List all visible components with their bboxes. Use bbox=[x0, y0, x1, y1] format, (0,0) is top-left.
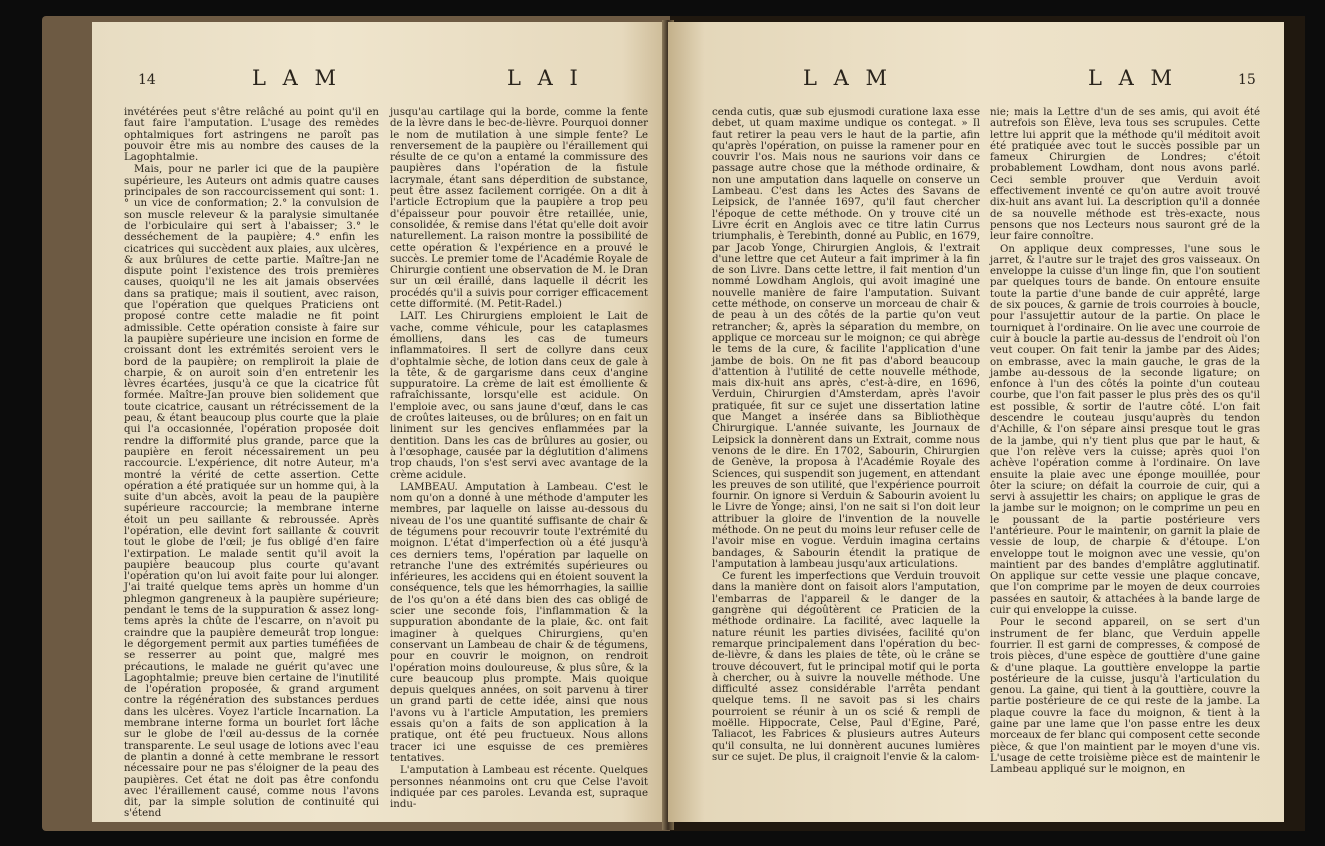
paragraph: LAIT. Les Chirurgiens emploient le Lait de vache, comme véhicule, pour les cataplasmes émolliens, dans les cas de tumeurs inflammatoires. Il sert de collyre dans ceux d'ophtalmie sèche, de lotion dans ceux de gale à la tête, & de gargarisme dans ceux d'angine suppuratoire. La crème de lait est émolliente & rafraîchissante, lorsqu'elle est acidule. On l'emploie avec, ou sans jaune d'œuf, dans le cas de croûtes laiteuses, ou de brûlures; on en fait un liniment sur les gencives enflammées par la dentition. Dans les cas de brûlures au gosier, ou à l'œsophage, causée par la déglutition d'alimens trop chauds, l'on s'est servi avec avantage de la crème acidule. bbox=[390, 311, 648, 481]
paragraph: invétérées peut s'être relâché au point qu'il en faut faire l'amputation. L'usage des remèdes ophtalmiques fort astringens ne paroît pas pouvoir être mis au nombre des causes de la Lagophtalmie. bbox=[124, 107, 379, 164]
running-head: L A M bbox=[1088, 66, 1177, 90]
paragraph: On applique deux compresses, l'une sous le jarret, & l'autre sur le trajet des gros vaisseaux. On enveloppe la cuisse d'un linge fin, que l'on soutient par quelques tours de bande. On entoure ensuite toute la partie d'une bande de cuir apprêté, large de six pouces, & garnie de trois courroies à boucle, pour l'assujettir autour de la partie. On place le tourniquet à l'ordinaire. On lie avec une courroie de cuir à boucle la partie au-dessus de l'endroit où l'on veut couper. On fait tenir la jambe par des Aides; on embrasse, avec la main gauche, le gras de la jambe au-dessous de la seconde ligature; on enfonce à l'un des côtés la pointe d'un couteau courbe, que l'on fait passer le plus près des os qu'il est possible, & sortir de l'autre côté. L'on fait descendre le couteau jusqu'auprès du tendon d'Achille, & l'on sépare ainsi presque tout le gras de la jambe, qui n'y tient plus que par le haut, & que l'on relève vers la cuisse; après quoi l'on achève l'opération comme à l'ordinaire. On lave ensuite la plaie avec une éponge mouillée, pour ôter la sciure; on défait la courroie de cuir, qui a servi à assujettir les chairs; on applique le gras de la jambe sur le moignon; on le comprime un peu en le poussant de la partie postérieure vers l'antérieure. Pour le maintenir, on garnit la plaie de vessie de loup, de charpie & d'étoupe. L'on enveloppe tout le moignon avec une vessie, qu'on maintient par des bandes d'emplâtre agglutinatif. On applique sur cette vessie une plaque concave, que l'on comprime par le moyen de deux courroies passées en sautoir, & attachées à la bande large de cuir qui enveloppe la cuisse. bbox=[990, 243, 1260, 617]
paragraph: Mais, pour ne parler ici que de la paupière supérieure, les Auteurs ont admis quatre causes principales de son raccourcissement qui sont: 1.° un vice de conformation; 2.° la convulsion de son muscle releveur & la paralysie simultanée de l'orbiculaire qui sert à l'abaisser; 3.° le desséchement de la paupière; 4.° enfin les cicatrices qui succèdent aux plaies, aux ulcères, & aux brûlures de cette partie. Maître-Jan ne dispute point l'existence des trois premières causes, quoiqu'il ne les ait jamais observées dans sa pratique; mais il soutient, avec raison, que l'opération que quelques Praticiens ont proposé contre cette maladie ne fit point admissible. Cette opération consiste à faire sur la paupière supérieure une incision en forme de croissant dont les extrémités seroient vers le bord de la paupière; on rempliroit la plaie de charpie, & on auroit soin d'en entretenir les lèvres écartées, jusqu'à ce que la cicatrice fût formée. Maître-Jan prouve bien solidement que toute cicatrice, causant un rétrécissement de la peau, & étant beaucoup plus courte que la plaie qui l'a occasionnée, l'opération proposée doit rendre la difformité plus grande, parce que la paupière en feroit nécessairement un peu raccourcie. L'expérience, dit notre Auteur, m'a montré la vérité de cette assertion. Cette opération a été pratiquée sur un homme qui, à la suite d'un abcès, avoit la peau de la paupière supérieure raccourcie; la membrane interne étoit un peu saillante & rebroussée. Après l'opération, elle devint fort saillante & couvrit tout le globe de l'œil; je fus obligé d'en faire l'extirpation. Le malade sentit qu'il avoit la paupière beaucoup plus courte qu'avant l'opération qu'on lui avoit faite pour lui alonger. J'ai traité quelque tems après un homme d'un phlegmon gangreneux à la paupière supérieure; pendant le tems de la suppuration & assez long-tems après la chûte de l'escarre, on n'avoit pu craindre que la paupière demeurât trop longue: le dégorgement permit aux parties tuméfiées de se resserrer au point que, malgré mes précautions, le malade ne guérit qu'avec une Lagophtalmie; preuve bien certaine de l'inutilité de l'opération proposée, & grand argument contre la régénération des substances perdues dans les ulcères. Voyez l'article Incarnation. La membrane interne forma un bourlet fort lâche sur le globe de l'œil au-dessus de la cornée transparente. Le seul usage de lotions avec l'eau de plantin a donné à cette membrane le ressort nécessaire pour ne pas s'éloigner de la peau des paupières. Cet état ne doit pas être confondu avec l'éraillement causé, comme nous l'avons dit, par la simple solution de continuité qui s'étend bbox=[124, 164, 379, 820]
page-number: 15 bbox=[1238, 72, 1256, 88]
running-head: L A M bbox=[252, 66, 341, 90]
running-head: L A M bbox=[803, 66, 892, 90]
paragraph: LAMBEAU. Amputation à Lambeau. C'est le nom qu'on a donné à une méthode d'amputer les membres, par laquelle on laisse au-dessous du niveau de l'os une quantité suffisante de chair & de tégumens pour recouvrir toute l'extrémité du moignon. L'état d'imperfection où a été jusqu'à ces derniers tems, l'opération par laquelle on retranche l'une des extrémités supérieures ou inférieures, les accidens qui en étoient souvent la conséquence, tels que les hémorrhagies, la saillie de l'os qu'on a été dans bien des cas obligé de scier une seconde fois, l'inflammation & la suppuration abondante de la plaie, &c. ont fait imaginer à quelques Chirurgiens, qu'en conservant un Lambeau de chair & de tégumens, pour en couvrir le moignon, on rendroit l'opération moins douloureuse, & plus sûre, & la cure beaucoup plus prompte. Mais quoique depuis quelques années, on soit parvenu à tirer un grand parti de cette idée, ainsi que nous l'avons vu à l'article Amputation, les premiers essais qu'on a faits de son application à la pratique, ont été peu fructueux. Nous allons tracer ici une esquisse de ces premières tentatives. bbox=[390, 481, 648, 764]
right-page bbox=[668, 22, 1284, 822]
running-head: L A I bbox=[507, 66, 583, 90]
left-page bbox=[92, 22, 668, 822]
text-column-2 bbox=[990, 107, 1260, 807]
page-number: 14 bbox=[138, 72, 156, 88]
text-column-2 bbox=[390, 107, 648, 811]
text-column-1 bbox=[712, 107, 980, 807]
paragraph: Pour le second appareil, on se sert d'un instrument de fer blanc, que Verduin appelle fourrier. Il est garni de compresses, & composé de trois pièces, d'une espèce de gouttière d'une gaine & d'une plaque. La gouttière enveloppe la partie postérieure de la cuisse, jusqu'à l'articulation du genou. La gaine, qui tient à la gouttière, couvre la partie postérieure de ce qui reste de la jambe. La plaque couvre la face du moignon, & tient à la gaine par une lame que l'on passe entre les deux morceaux de fer blanc qui composent cette seconde pièce, & que l'on maintient par le moyen d'une vis. L'usage de cette troisième pièce est de maintenir le Lambeau appliqué sur le moignon, en bbox=[990, 617, 1260, 776]
paragraph: jusqu'au cartilage qui la borde, comme la fente de la lèvre dans le bec-de-lièvre. Pourquoi donner le nom de mutilation à une simple fente? Le renversement de la paupière ou l'éraillement qui résulte de ce qu'on a entamé la commissure des paupières dans l'opération de la fistule lacrymale, étant sans déperdition de substance, peut être assez facilement corrigée. On a dit à l'article Ectropium que la paupière a trop peu d'épaisseur pour pouvoir être retaillée, unie, consolidée, & remise dans l'état qu'elle doit avoir naturellement. La raison montre la possibilité de cette opération & l'expérience en a prouvé le succès. Le premier tome de l'Académie Royale de Chirurgie contient une observation de M. le Dran sur un œil éraillé, dans laquelle il décrit les procédés qu'il a suivis pour corriger efficacement cette difformité. (M. Petit-Radel.) bbox=[390, 107, 648, 311]
paragraph: cenda cutis, quæ sub ejusmodi curatione laxa esse debet, ut quam maxime undique os contegat. » Il faut retirer la peau vers le haut de la partie, afin qu'après l'opération, on puisse la ramener pour en couvrir l'os. Mais nous ne saurions voir dans ce passage autre chose que la méthode ordinaire, & non une amputation dans laquelle on conserve un Lambeau. C'est dans les Actes des Savans de Leipsick, de l'année 1697, qu'il faut chercher l'époque de cette méthode. On y trouve cité un Livre écrit en Anglois avec ce titre latin Currus triumphalis, è Terebinth, donné au Public, en 1679, par Jacob Yonge, Chirurgien Anglois, & l'extrait d'une lettre que cet Auteur a fait imprimer à la fin de son Livre. Dans cette lettre, il fait mention d'un nommé Lowdham Anglois, qui avoit imaginé une nouvelle manière de faire l'amputation. Suivant cette méthode, on conserve un morceau de chair & de peau à un des côtés de la partie qu'on veut retrancher; &, après la séparation du membre, on applique ce morceau sur le moignon; ce qui abrège le tems de la cure, & facilite l'application d'une jambe de bois. On ne fit pas d'abord beaucoup d'attention à l'utilité de cette nouvelle méthode, mais dix-huit ans après, c'est-à-dire, en 1696, Verduin, Chirurgien d'Amsterdam, après l'avoir pratiquée, fit sur ce sujet une dissertation latine que Manget a insérée dans sa Bibliothèque Chirurgique. L'année suivante, les Journaux de Leipsick la donnèrent dans un Extrait, comme nous venons de le dire. En 1702, Sabourin, Chirurgien de Genève, la proposa à l'Académie Royale des Sciences, qui suspendit son jugement, en attendant les preuves de son utilité, que l'expérience pourroit fournir. On ignore si Verduin & Sabourin avoient lu le Livre de Yonge; ainsi, l'on ne sait si l'on doit leur attribuer la gloire de l'invention de la nouvelle méthode. On ne peut du moins leur refuser celle de l'avoir mise en vogue. Verduin imagina certains bandages, & Sabourin étendit la pratique de l'amputation à lambeau jusqu'aux articulations. bbox=[712, 107, 980, 570]
text-column-1 bbox=[124, 107, 379, 820]
paragraph: L'amputation à Lambeau est récente. Quelques personnes néanmoins ont cru que Celse l'avoit indiquée par ces paroles. Levanda est, supraque indu- bbox=[390, 765, 648, 811]
right-page-header bbox=[668, 62, 1284, 102]
paragraph: nie; mais la Lettre d'un de ses amis, qui avoit été autrefois son Élève, leva tous ses scrupules. Cette lettre lui apprit que la méthode qu'il méditoit avoit été pratiquée avec tout le succès possible par un fameux Chirurgien de Londres; c'étoit probablement Lowdham, dont nous avons parlé. Ceci semble prouver que Verduin avoit effectivement inventé ce qu'on autre avoit trouvé dix-huit ans avant lui. La description qu'il a donnée de sa nouvelle méthode est très-exacte, nous pensons que nos Lecteurs nous sauront gré de la leur faire connoître. bbox=[990, 107, 1260, 243]
left-page-header bbox=[92, 62, 668, 102]
paragraph: Ce furent les imperfections que Verduin trouvoit dans la manière dont on faisoit alors l'amputation, l'embarras de l'appareil & le danger de la gangrène qui dégoûtèrent ce Praticien de la méthode ordinaire. La facilité, avec laquelle la nature réunit les parties divisées, facilité qu'on remarque principalement dans l'opération du bec-de-lièvre, & dans les plaies de tête, où le crâne se trouve découvert, fut le principal motif qui le porta à chercher, ou à suivre la nouvelle méthode. Une difficulté assez considérable l'arrêta pendant quelque tems. Il ne savoit pas si les chairs pourroient se réunir à un os scié & rempli de moëlle. Hippocrate, Celse, Paul d'Egine, Paré, Taliacot, les Fabrices & plusieurs autres Auteurs qu'il consulta, ne lui donnèrent aucunes lumières sur ce sujet. De plus, il craignoit l'envie & la calom- bbox=[712, 571, 980, 763]
